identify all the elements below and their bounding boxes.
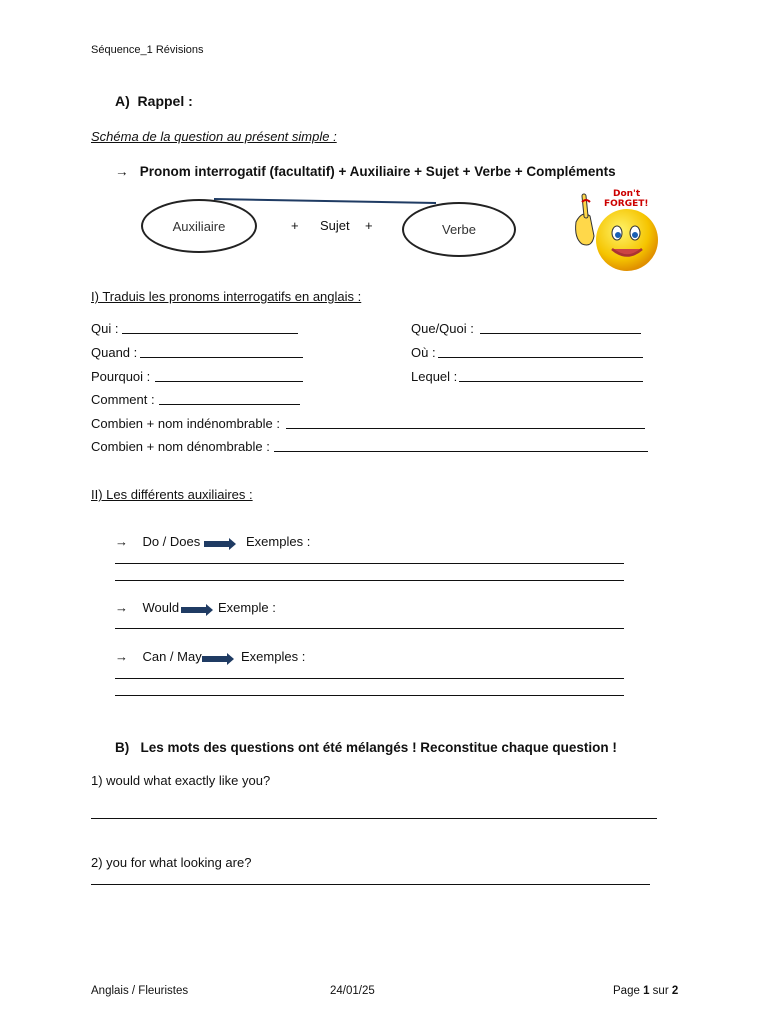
- page-total: 2: [671, 985, 679, 997]
- verbe-bubble: [402, 202, 516, 257]
- label-quand: Quand :: [91, 345, 138, 360]
- would-label: Would: [142, 600, 180, 615]
- do-does-row: [115, 534, 200, 549]
- footer-date: 24/01/25: [330, 985, 375, 997]
- answer-line-ou[interactable]: [438, 357, 643, 358]
- label-lequel: Lequel :: [411, 369, 458, 384]
- label-quequoi: Que/Quoi :: [411, 321, 474, 336]
- sticker-text-forget: FORGET!: [604, 199, 649, 209]
- answer-line-quand[interactable]: [140, 357, 303, 358]
- label-combien-denombrable: Combien + nom dénombrable :: [91, 439, 270, 454]
- label-comment: Comment :: [91, 392, 155, 407]
- footer-course: Anglais / Fleuristes: [91, 985, 189, 997]
- question-2: 2) you for what looking are?: [91, 855, 252, 870]
- section-a-title: A) Rappel :: [115, 93, 193, 109]
- exemples-label-do: Exemples :: [246, 534, 311, 549]
- dont-forget-sticker: [572, 186, 662, 274]
- part-2-title: II) Les différents auxiliaires :: [91, 487, 253, 502]
- sticker-text-dont: Don't: [613, 189, 641, 199]
- block-arrow-icon: [203, 538, 237, 550]
- exemple-label-would: Exemple :: [218, 600, 276, 615]
- section-b-title: B) Les mots des questions ont été mélangés ! Reconstitue chaque question !: [115, 740, 617, 755]
- right-arrow-icon: →: [115, 534, 128, 549]
- part-1-title: I) Traduis les pronoms interrogatifs en anglais :: [91, 289, 362, 304]
- can-may-label: Can / May: [142, 649, 202, 664]
- answer-line-q2[interactable]: [91, 884, 650, 885]
- question-1: 1) would what exactly like you?: [91, 773, 271, 788]
- answer-line-combien-indenombrable[interactable]: [286, 428, 645, 429]
- label-ou: Où :: [411, 345, 436, 360]
- answer-line-combien-denombrable[interactable]: [274, 451, 648, 452]
- page-separator: sur: [652, 985, 669, 997]
- answer-line-can-1[interactable]: [115, 678, 624, 679]
- footer-page-number: [613, 985, 678, 997]
- answer-line-can-2[interactable]: [115, 695, 624, 696]
- verbe-label: Verbe: [442, 222, 476, 237]
- label-qui: Qui :: [91, 321, 119, 336]
- auxiliaire-label: Auxiliaire: [172, 218, 226, 234]
- answer-line-lequel[interactable]: [459, 381, 643, 382]
- answer-line-comment[interactable]: [159, 404, 300, 405]
- page-prefix: Page: [613, 985, 640, 997]
- answer-line-quequoi[interactable]: [480, 333, 641, 334]
- would-row: [115, 600, 179, 615]
- label-combien-indenombrable: Combien + nom indénombrable :: [91, 416, 280, 431]
- connector-line: [214, 199, 436, 203]
- block-arrow-icon: [180, 604, 214, 616]
- schema-label: Schéma de la question au présent simple :: [91, 129, 337, 144]
- page-current: 1: [643, 985, 650, 997]
- answer-line-do-2[interactable]: [115, 580, 624, 581]
- exemples-label-can: Exemples :: [241, 649, 306, 664]
- answer-line-qui[interactable]: [122, 333, 298, 334]
- block-arrow-icon: [201, 653, 235, 665]
- page-header: Séquence_1 Révisions: [91, 44, 204, 56]
- answer-line-do-1[interactable]: [115, 563, 624, 564]
- formula-text: Pronom interrogatif (facultatif) + Auxiliaire + Sujet + Verbe + Compléments: [139, 164, 616, 179]
- plus-sign-2: +: [365, 218, 373, 233]
- do-does-label: Do / Does: [142, 534, 201, 549]
- can-may-row: [115, 649, 202, 664]
- auxiliaire-bubble: [141, 199, 257, 253]
- right-arrow-icon: →: [115, 600, 128, 615]
- answer-line-would-1[interactable]: [115, 628, 624, 629]
- right-arrow-icon: →: [115, 649, 128, 664]
- label-pourquoi: Pourquoi :: [91, 369, 151, 384]
- plus-sign-1: +: [291, 218, 299, 233]
- answer-line-pourquoi[interactable]: [155, 381, 303, 382]
- right-arrow-icon: →: [115, 164, 129, 179]
- answer-line-q1[interactable]: [91, 818, 657, 819]
- subject-label: Sujet: [320, 218, 350, 233]
